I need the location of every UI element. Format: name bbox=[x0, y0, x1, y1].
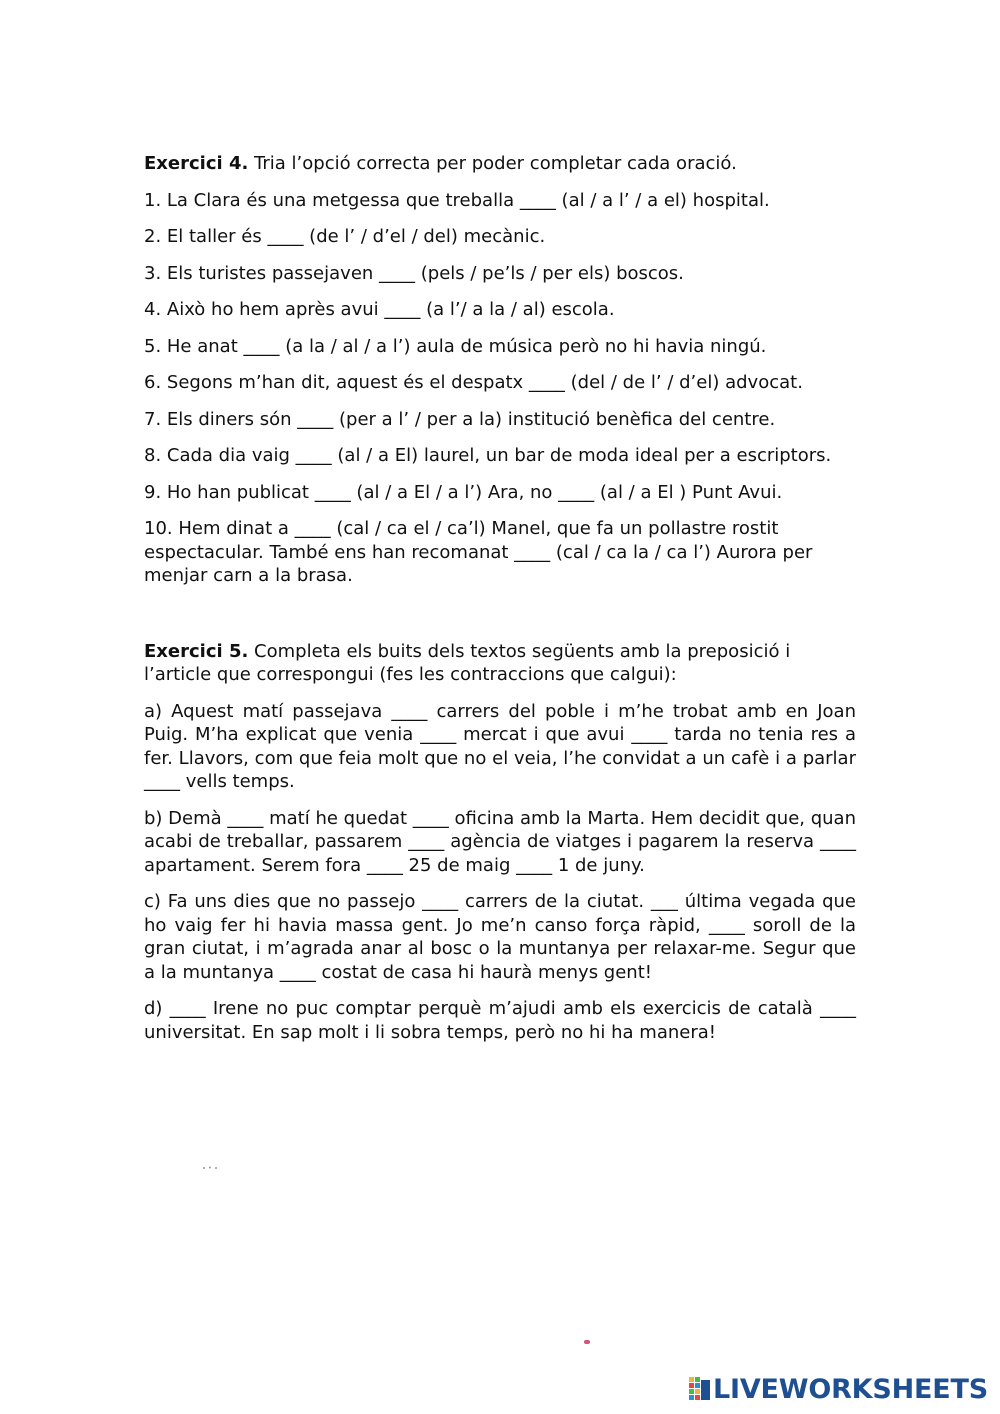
section-spacer bbox=[144, 601, 856, 640]
exercise-4-item-1: 1. La Clara és una metgessa que treballa ____ (al / a l’ / a el) hospital. bbox=[144, 189, 770, 211]
exercise-4-item-8: 8. Cada dia vaig ____ (al / a El) laurel, un bar de moda ideal per a escriptors. bbox=[144, 445, 832, 466]
stray-scan-mark bbox=[200, 1166, 224, 1170]
exercise-5-label: Exercici 5. bbox=[144, 640, 249, 662]
exercise-4-item-7: 7. Els diners són ____ (per a l’ / per a la) institució benèfica del centre. bbox=[144, 408, 776, 430]
exercise-4-item-3: 3. Els turistes passejaven ____ (pels / pe’ls / per els) boscos. bbox=[144, 262, 684, 284]
exercise-5-paragraph-a: a) Aquest matí passejava ____ carrers del poble i m’he trobat amb en Joan Puig. M’ha explicat que venia ____ mercat i que avui ____ tarda no tenia res a fer. Llavors, com que feia molt que no el veia, l’he convidat a un cafè i a parlar ____ vells temps. bbox=[144, 700, 856, 792]
exercise-4-heading bbox=[144, 152, 856, 176]
liveworksheets-brand-text: LIVEWORKSHEETS bbox=[712, 1374, 988, 1405]
exercise-4-item-2: 2. El taller és ____ (de l’ / d’el / del) mecànic. bbox=[144, 226, 546, 247]
exercise-4-label: Exercici 4. bbox=[144, 153, 249, 174]
exercise-5-heading bbox=[144, 640, 856, 687]
exercise-5-paragraph-b: b) Demà ____ matí he quedat ____ oficina amb la Marta. Hem decidit que, quan acabi de treballar, passarem ____ agència de viatges i pagarem la reserva ____ apartament. Serem fora ____ 25 de maig ____ 1 de juny. bbox=[144, 807, 856, 876]
liveworksheets-brand[interactable] bbox=[689, 1374, 988, 1406]
exercise-4-item-5: 5. He anat ____ (a la / al / a l’) aula de música però no hi havia ningú. bbox=[144, 335, 767, 357]
scan-artifact-icon bbox=[200, 1166, 224, 1170]
liveworksheets-logo-icon bbox=[689, 1377, 711, 1403]
stray-pink-mark bbox=[584, 1340, 590, 1344]
exercise-5-paragraph-d: d) ____ Irene no puc comptar perquè m’ajudi amb els exercicis de català ____ universitat. En sap molt i li sobra temps, però no hi ha manera! bbox=[144, 998, 856, 1043]
exercise-4-item-9: 9. Ho han publicat ____ (al / a El / a l’) Ara, no ____ (al / a El ) Punt Avui. bbox=[144, 481, 783, 503]
worksheet-content bbox=[144, 152, 856, 1057]
exercise-4-instruction: Tria l’opció correcta per poder completar cada oració. bbox=[248, 153, 737, 174]
exercise-5-instruction: Completa els buits dels textos següents amb la preposició i l’article que correspongui (fes les contraccions que calgui): bbox=[144, 640, 791, 685]
exercise-5-paragraph-c: c) Fa uns dies que no passejo ____ carrers de la ciutat. ___ última vegada que ho vaig fer hi havia massa gent. Jo me’n canso força ràpid, ____ soroll de la gran ciutat, i m’agrada anar al bosc o la muntanya per relaxar-me. Segur que a la muntanya ____ costat de casa hi haurà menys gent! bbox=[144, 891, 856, 983]
exercise-4-item-6: 6. Segons m’han dit, aquest és el despatx ____ (del / de l’ / d’el) advocat. bbox=[144, 372, 803, 393]
exercise-4-item-4: 4. Això ho hem après avui ____ (a l’/ a la / al) escola. bbox=[144, 299, 615, 320]
exercise-4-item-10: 10. Hem dinat a ____ (cal / ca el / ca’l) Manel, que fa un pollastre rostit espectacular. També ens han recomanat ____ (cal / ca la / ca l’) Aurora per menjar carn a la brasa. bbox=[144, 518, 813, 586]
